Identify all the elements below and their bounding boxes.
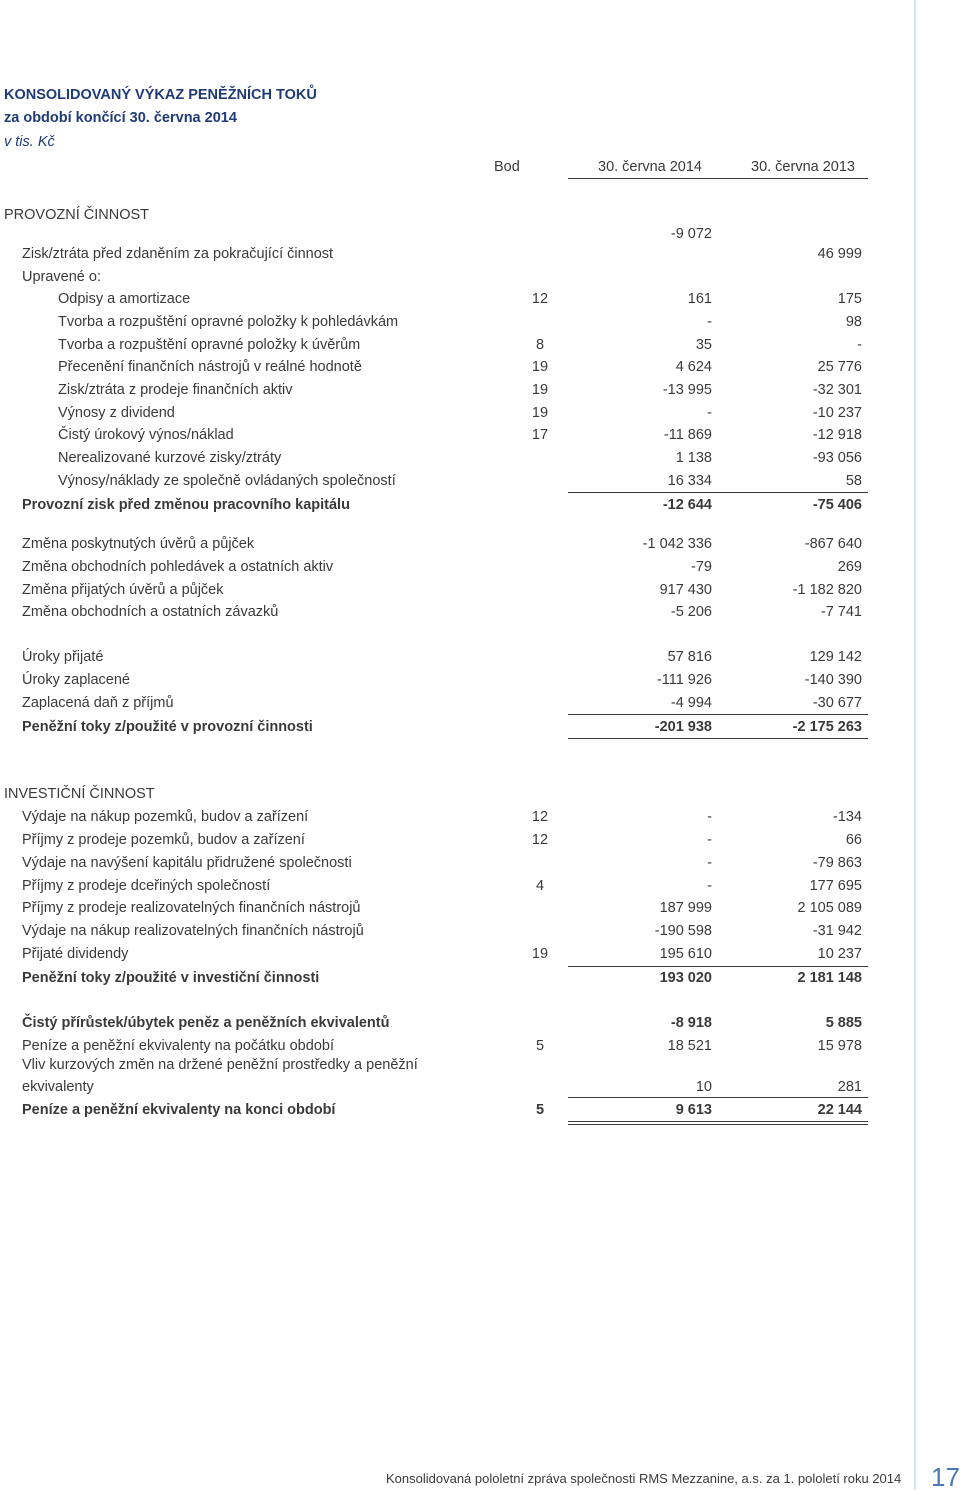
report-units: v tis. Kč <box>4 134 55 150</box>
row-value-current: 4 624 <box>675 359 712 375</box>
row-value-prior: -32 301 <box>812 382 862 398</box>
row-value-current: -79 <box>691 559 712 575</box>
row-value-current: 161 <box>687 291 712 307</box>
column-header-note: Bod <box>494 159 520 175</box>
row-value-prior: 25 776 <box>817 359 862 375</box>
row-value-current: - <box>707 314 712 330</box>
row-label: Peněžní toky z/použité v investiční činnosti <box>22 970 320 986</box>
row-value-prior: 177 695 <box>809 878 862 894</box>
row-value-prior: - <box>857 337 862 353</box>
row-value-prior: 10 237 <box>817 946 862 962</box>
row-value-current: 18 521 <box>667 1038 712 1054</box>
column-header-current: 30. června 2014 <box>598 159 702 175</box>
total-rule-closing-1 <box>568 1121 868 1122</box>
row-value-prior: 129 142 <box>809 649 862 665</box>
row-note: 19 <box>531 946 549 962</box>
row-label: Upravené o: <box>22 269 101 285</box>
row-label: Příjmy z prodeje realizovatelných finančních nástrojů <box>22 900 361 916</box>
row-label: Výdaje na navýšení kapitálu přidružené společnosti <box>22 855 352 871</box>
row-value-current: 187 999 <box>659 900 712 916</box>
row-value-current: -12 644 <box>662 497 712 513</box>
row-value-current: - <box>707 809 712 825</box>
row-value-prior: -31 942 <box>812 923 862 939</box>
row-label: Úroky zaplacené <box>22 672 130 688</box>
footer-text: Konsolidovaná pololetní zpráva společnosti RMS Mezzanine, a.s. za 1. pololetí roku 2014 <box>386 1471 902 1486</box>
row-label: Výnosy/náklady ze společně ovládaných společností <box>58 473 396 489</box>
subtotal-rule-investing <box>568 966 868 967</box>
header-rule <box>568 178 868 179</box>
row-value-prior: 2 181 148 <box>797 970 862 986</box>
row-label: Zaplacená daň z příjmů <box>22 695 174 711</box>
row-label: Přijaté dividendy <box>22 946 129 962</box>
row-value-prior: -93 056 <box>812 450 862 466</box>
row-label: Změna obchodních pohledávek a ostatních aktiv <box>22 559 334 575</box>
row-value-current: -4 994 <box>670 695 712 711</box>
row-value-current: 9 613 <box>675 1102 712 1118</box>
row-value-current: - <box>707 832 712 848</box>
row-label: Příjmy z prodeje dceřiných společností <box>22 878 271 894</box>
row-note: 17 <box>531 427 549 443</box>
row-value-prior: -1 182 820 <box>792 582 862 598</box>
row-label: Změna přijatých úvěrů a půjček <box>22 582 224 598</box>
row-value-prior: 269 <box>837 559 862 575</box>
row-label: Peníze a peněžní ekvivalenty na počátku období <box>22 1038 334 1054</box>
row-label: Zisk/ztráta před zdaněním za pokračující činnost <box>22 246 334 262</box>
row-value-current: -1 042 336 <box>642 536 712 552</box>
row-value-prior: -75 406 <box>812 497 862 513</box>
row-note: 19 <box>531 382 549 398</box>
row-label: Peníze a peněžní ekvivalenty na konci období <box>22 1102 336 1118</box>
row-label: Nerealizované kurzové zisky/ztráty <box>58 450 282 466</box>
row-note: 12 <box>531 291 549 307</box>
row-note: 8 <box>535 337 545 353</box>
section-investing: INVESTIČNÍ ČINNOST <box>4 786 155 802</box>
row-label: Čistý přírůstek/úbytek peněz a peněžních ekvivalentů <box>22 1015 390 1031</box>
page-margin-line <box>914 0 916 1490</box>
row-value-prior: -79 863 <box>812 855 862 871</box>
row-label: Provozní zisk před změnou pracovního kapitálu <box>22 497 350 513</box>
row-label: Výnosy z dividend <box>58 405 175 421</box>
row-value-current: 193 020 <box>659 970 712 986</box>
row-note: 19 <box>531 405 549 421</box>
row-value-prior: -30 677 <box>812 695 862 711</box>
row-value-prior: -867 640 <box>804 536 862 552</box>
row-value-prior: -140 390 <box>804 672 862 688</box>
row-label: ekvivalenty <box>22 1079 94 1095</box>
row-value-current: - <box>707 878 712 894</box>
row-label: Úroky přijaté <box>22 649 104 665</box>
row-label: Odpisy a amortizace <box>58 291 191 307</box>
row-note: 12 <box>531 832 549 848</box>
row-label: Výdaje na nákup pozemků, budov a zařízení <box>22 809 309 825</box>
row-note: 19 <box>531 359 549 375</box>
row-value-prior: -2 175 263 <box>792 719 862 735</box>
row-value-prior: 46 999 <box>817 246 862 262</box>
row-value-current: -13 995 <box>662 382 712 398</box>
row-value-current: 1 138 <box>675 450 712 466</box>
row-value-prior: -10 237 <box>812 405 862 421</box>
column-header-prior: 30. června 2013 <box>751 159 855 175</box>
row-label: Příjmy z prodeje pozemků, budov a zařízení <box>22 832 305 848</box>
row-value-current: -111 926 <box>656 672 712 688</box>
row-label: Tvorba a rozpuštění opravné položky k úvěrům <box>58 337 361 353</box>
row-value-prior: 98 <box>845 314 862 330</box>
row-value-prior: 15 978 <box>817 1038 862 1054</box>
row-value-prior: 58 <box>845 473 862 489</box>
row-value-current: -190 598 <box>654 923 712 939</box>
report-title: KONSOLIDOVANÝ VÝKAZ PENĚŽNÍCH TOKŮ <box>4 87 317 103</box>
subtotal-rule-operating-total <box>568 714 868 715</box>
row-label: Výdaje na nákup realizovatelných finančních nástrojů <box>22 923 364 939</box>
row-value-current: 16 334 <box>667 473 712 489</box>
row-value-prior: 5 885 <box>825 1015 862 1031</box>
row-value-current: -11 869 <box>663 427 712 443</box>
total-rule-closing-2 <box>568 1124 868 1125</box>
subtotal-rule-closing <box>568 1097 868 1098</box>
page-number: 17 <box>931 1462 960 1492</box>
row-label: Zisk/ztráta z prodeje finančních aktiv <box>58 382 293 398</box>
row-value-current: -201 938 <box>654 719 712 735</box>
row-label: Změna obchodních a ostatních závazků <box>22 604 279 620</box>
row-label: Tvorba a rozpuštění opravné položky k pohledávkám <box>58 314 399 330</box>
report-period: za období končící 30. června 2014 <box>4 110 237 126</box>
row-value-prior: 22 144 <box>817 1102 862 1118</box>
row-value-current: 57 816 <box>667 649 712 665</box>
row-note: 5 <box>535 1038 545 1054</box>
section-operating: PROVOZNÍ ČINNOST <box>4 207 150 223</box>
row-label: Čistý úrokový výnos/náklad <box>58 427 234 443</box>
row-label: Peněžní toky z/použité v provozní činnosti <box>22 719 313 735</box>
row-value-prior: -134 <box>832 809 862 825</box>
row-value-prior: 66 <box>845 832 862 848</box>
row-label: Přecenění finančních nástrojů v reálné hodnotě <box>58 359 362 375</box>
row-value-current: - <box>707 405 712 421</box>
subtotal-rule-operating-adjustments <box>568 492 868 493</box>
row-label: Změna poskytnutých úvěrů a půjček <box>22 536 255 552</box>
row-value-prior: -12 918 <box>812 427 862 443</box>
row-value-current: 195 610 <box>659 946 712 962</box>
row-value-prior: 175 <box>837 291 862 307</box>
row-label: Vliv kurzových změn na držené peněžní prostředky a peněžní <box>22 1057 418 1073</box>
row-value-prior: -7 741 <box>820 604 862 620</box>
row-value-current: -5 206 <box>670 604 712 620</box>
row-value-current: 10 <box>695 1079 712 1095</box>
row-note: 4 <box>535 878 545 894</box>
row-value-current: -8 918 <box>670 1015 712 1031</box>
row-value-prior: 2 105 089 <box>797 900 862 916</box>
row-value-prior: 281 <box>837 1079 862 1095</box>
total-rule-operating <box>568 738 868 739</box>
row-value-current: -9 072 <box>670 226 712 242</box>
row-value-current: 35 <box>695 337 712 353</box>
row-value-current: - <box>707 855 712 871</box>
row-value-current: 917 430 <box>659 582 712 598</box>
row-note: 5 <box>535 1102 545 1118</box>
row-note: 12 <box>531 809 549 825</box>
